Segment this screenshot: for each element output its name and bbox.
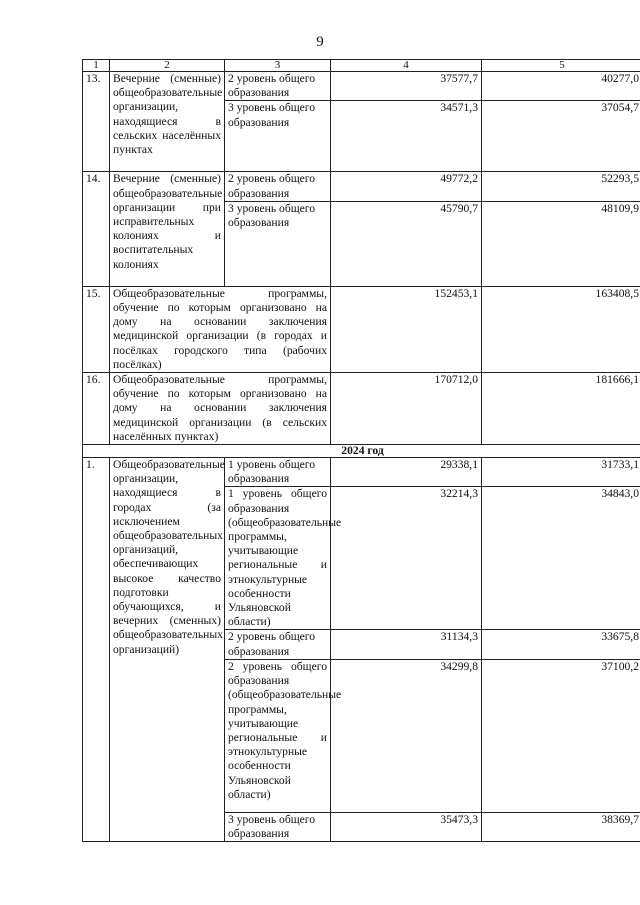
program-description: Общеобразовательные программы, обучение по которым организовано на дому на основании заключения медицинской организации (в городах и посёлках городского типа (рабочих посёлках) — [110, 286, 331, 372]
education-level: 1 уровень общего образования — [225, 458, 331, 487]
header-cell: 3 — [225, 60, 331, 72]
year-heading: 2024 год — [83, 445, 640, 458]
header-cell: 2 — [110, 60, 225, 72]
page-number: 9 — [316, 34, 324, 50]
header-cell: 5 — [482, 60, 640, 72]
value-col5: 38369,7 — [482, 812, 640, 841]
value-col5: 40277,0 — [482, 72, 640, 101]
value-col4: 31134,3 — [331, 630, 482, 659]
education-level: 2 уровень общего образования — [225, 72, 331, 101]
value-col4: 35473,3 — [331, 812, 482, 841]
value-col4: 170712,0 — [331, 373, 482, 445]
year-heading-row — [83, 445, 640, 458]
table-row — [83, 458, 640, 487]
table-row — [83, 72, 640, 101]
row-index: 13. — [83, 72, 110, 172]
program-description: Общеобразовательные программы, обучение по которым организовано на дому на основании заключения медицинской организации (в сельских населённых пунктах) — [110, 373, 331, 445]
organization-type: Вечерние (сменные) общеобразовательные организации при исправительных колониях и воспитательных колониях — [110, 172, 225, 286]
education-level: 1 уровень общего образования (общеобразовательные программы, учитывающие региональные и этнокультурные особенности Ульяновской области) — [225, 487, 331, 630]
value-col5: 31733,1 — [482, 458, 640, 487]
education-level: 3 уровень общего образования — [225, 812, 331, 841]
value-col5: 34843,0 — [482, 487, 640, 630]
education-level: 2 уровень общего образования — [225, 630, 331, 659]
row-index: 15. — [83, 286, 110, 372]
header-cell: 1 — [83, 60, 110, 72]
education-level: 2 уровень общего образования (общеобразовательные программы, учитывающие региональные и этнокультурные особенности Ульяновской области) — [225, 659, 331, 812]
table-row — [83, 286, 640, 372]
education-level: 3 уровень общего образования — [225, 201, 331, 286]
value-col5: 181666,1 — [482, 373, 640, 445]
value-col5: 33675,8 — [482, 630, 640, 659]
row-index: 16. — [83, 373, 110, 445]
value-col4: 32214,3 — [331, 487, 482, 630]
education-level: 2 уровень общего образования — [225, 172, 331, 201]
header-cell: 4 — [331, 60, 482, 72]
value-col5: 37054,7 — [482, 101, 640, 172]
value-col4: 34299,8 — [331, 659, 482, 812]
table-row — [83, 172, 640, 201]
value-col5: 48109,9 — [482, 201, 640, 286]
value-col5: 37100,2 — [482, 659, 640, 812]
value-col4: 152453,1 — [331, 286, 482, 372]
tariff-table — [82, 59, 640, 842]
value-col4: 49772,2 — [331, 172, 482, 201]
value-col4: 34571,3 — [331, 101, 482, 172]
organization-type: Вечерние (сменные) общеобразовательные организации, находящиеся в сельских населённых пунктах — [110, 72, 225, 172]
education-level: 3 уровень общего образования — [225, 101, 331, 172]
value-col4: 29338,1 — [331, 458, 482, 487]
row-index: 14. — [83, 172, 110, 286]
value-col5: 163408,5 — [482, 286, 640, 372]
table-row — [83, 373, 640, 445]
row-index: 1. — [83, 458, 110, 842]
value-col4: 45790,7 — [331, 201, 482, 286]
value-col5: 52293,5 — [482, 172, 640, 201]
table-header-row — [83, 60, 640, 72]
organization-type: Общеобразовательные организации, находящиеся в городах (за исключением общеобразовательных организаций, обеспечивающих высокое качество подготовки обучающихся, и вечерних (сменных) общеобразовательных организаций) — [110, 458, 225, 842]
value-col4: 37577,7 — [331, 72, 482, 101]
